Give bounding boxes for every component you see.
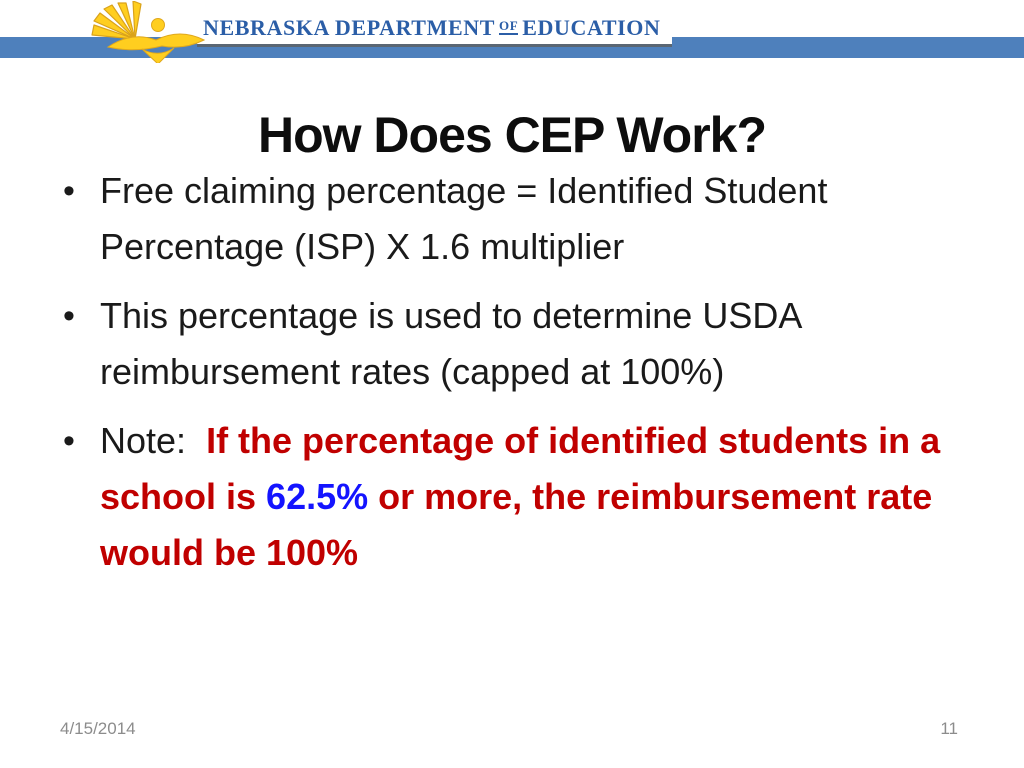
slide-title: How Does CEP Work?	[257, 106, 767, 163]
org-name-trailing: EDUCATION	[522, 15, 661, 40]
note-red-text-1: If the percentage of identified students in a school is	[100, 420, 951, 517]
bullet-item-free-claiming	[60, 163, 970, 275]
bullet-dot: •	[63, 297, 75, 335]
bullet-dot: •	[63, 422, 75, 460]
bullet-item-reimbursement-rates	[60, 288, 970, 400]
note-label: Note:	[100, 420, 207, 461]
bullet-item-note	[60, 413, 970, 581]
org-name-of: OF	[498, 18, 519, 33]
slide-date: 4/15/2014	[60, 719, 136, 738]
bullet-text: Free claiming percentage = Identified Student Percentage (ISP) X 1.6 multiplier	[100, 170, 838, 267]
bullet-text: This percentage is used to determine USDA reimbursement rates (capped at 100%)	[100, 295, 811, 392]
org-name	[197, 14, 672, 47]
bullet-list	[60, 163, 970, 594]
note-red-text-2: or more, the reimbursement rate would be 100%	[100, 476, 943, 573]
slide-page-number: 11	[940, 719, 958, 738]
bullet-dot: •	[63, 172, 75, 210]
org-name-leading: NEBRASKA DEPARTMENT	[203, 15, 495, 40]
nde-bird-book-logo-icon	[80, 1, 230, 63]
note-percentage-highlight: 62.5%	[266, 476, 369, 517]
